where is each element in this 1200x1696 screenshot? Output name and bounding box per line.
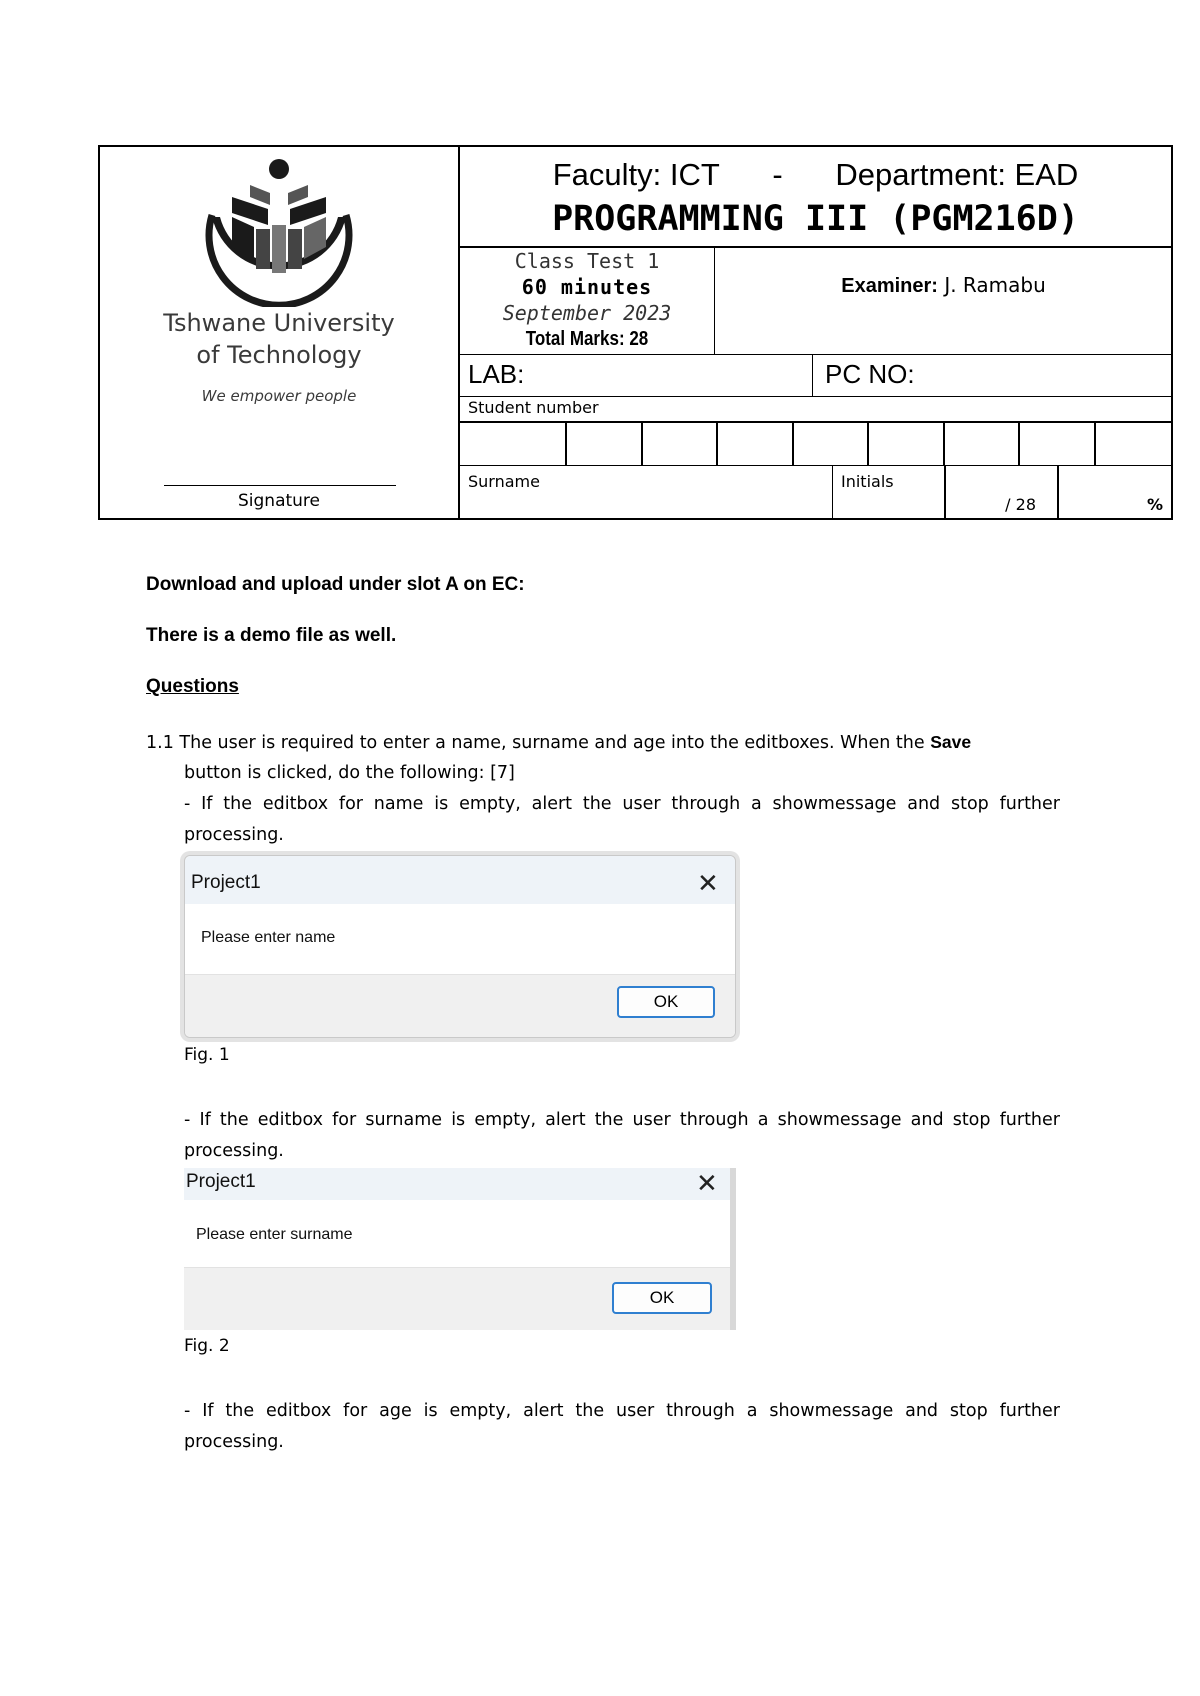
dialog-message: Please enter name <box>201 929 336 946</box>
dialog-titlebar <box>184 1168 736 1200</box>
test-date: September 2023 <box>502 301 672 325</box>
university-logo <box>100 147 458 307</box>
test-info-cell <box>460 248 714 354</box>
bullet-surname-empty: - If the editbox for surname is empty, alert the user through a showmessage and stop further processing. <box>184 1110 1060 1161</box>
close-icon[interactable]: ✕ <box>696 1168 718 1198</box>
pc-number-label: PC NO: <box>825 359 915 389</box>
dialog-title: Project1 <box>186 1171 256 1192</box>
message-dialog-surname <box>184 1168 736 1330</box>
dialog-message: Please enter surname <box>196 1226 353 1243</box>
question-1-1 <box>146 727 1060 759</box>
exam-header-table <box>98 145 1173 520</box>
dialog-title: Project1 <box>191 872 261 893</box>
marks-out-of: / 28 <box>1005 495 1036 514</box>
lab-field-label: LAB: <box>468 359 525 389</box>
faculty-department <box>460 157 1171 193</box>
save-keyword: Save <box>930 732 972 752</box>
percent-label: % <box>1146 495 1163 514</box>
ok-button[interactable]: OK <box>612 1282 712 1314</box>
bullet-name-empty: - If the editbox for name is empty, alert the user through a showmessage and stop further processing. <box>184 794 1060 845</box>
university-motto: We empower people <box>201 387 357 405</box>
figure-2-caption: Fig. 2 <box>184 1336 230 1356</box>
signature-line <box>164 485 396 486</box>
logo-panel <box>100 147 458 518</box>
examiner-label: Examiner: <box>841 275 938 297</box>
ok-button[interactable]: OK <box>617 986 715 1018</box>
faculty-label: Faculty: ICT <box>552 157 720 192</box>
message-dialog-name <box>184 855 736 1038</box>
test-name: Class Test 1 <box>514 249 660 273</box>
initials-label: Initials <box>841 472 894 491</box>
signature-label: Signature <box>237 491 320 511</box>
header-dash: - <box>772 157 783 192</box>
department-label: Department: EAD <box>835 157 1079 192</box>
instruction-upload: Download and upload under slot A on EC: <box>146 574 525 595</box>
question-number: 1.1 <box>146 733 174 753</box>
close-icon[interactable]: ✕ <box>697 868 719 898</box>
questions-heading: Questions <box>146 676 239 697</box>
dialog-edge <box>730 1168 736 1330</box>
examiner-name: J. Ramabu <box>944 273 1046 297</box>
test-duration: 60 minutes <box>521 275 653 299</box>
dialog-titlebar <box>185 856 735 904</box>
surname-label: Surname <box>468 472 540 491</box>
figure-1-caption: Fig. 1 <box>184 1045 230 1065</box>
course-title: PROGRAMMING III (PGM216D) <box>552 199 1079 239</box>
question-1-1-cont: button is clicked, do the following: [7] <box>184 763 515 783</box>
question-text: The user is required to enter a name, surname and age into the editboxes. When the <box>179 733 925 753</box>
university-name-line1: Tshwane University <box>163 309 395 337</box>
total-marks: Total Marks: 28 <box>525 328 649 350</box>
student-number-label: Student number <box>468 398 599 417</box>
university-name-line2: of Technology <box>196 341 362 369</box>
bullet-age-empty: - If the editbox for age is empty, alert the user through a showmessage and stop further processing. <box>184 1401 1060 1452</box>
instruction-demo-file: There is a demo file as well. <box>146 625 397 646</box>
examiner-cell <box>716 273 1171 298</box>
